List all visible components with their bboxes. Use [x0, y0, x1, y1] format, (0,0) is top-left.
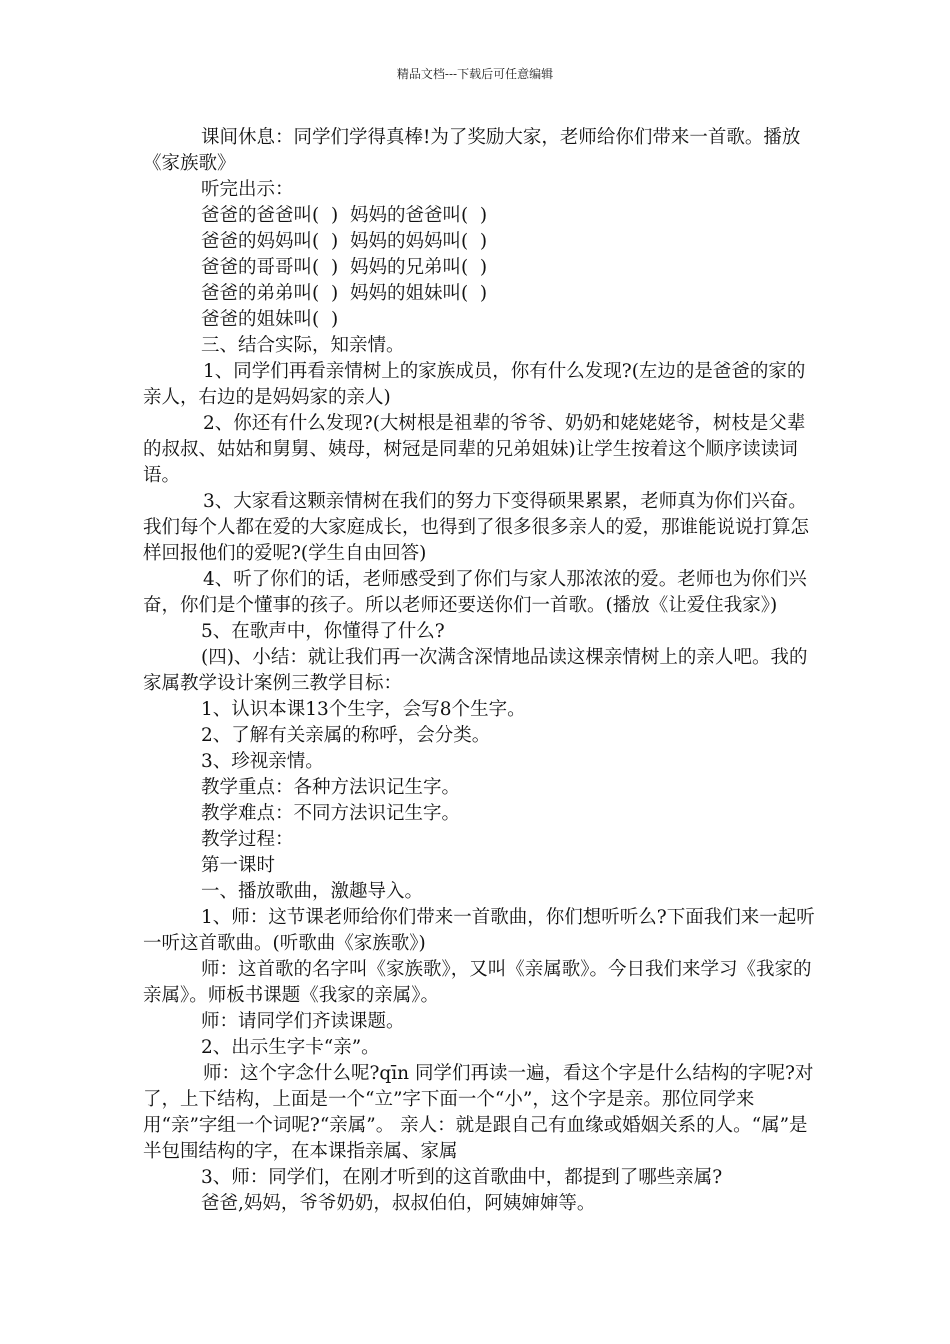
paragraph: 爸爸的妈妈叫( ) 妈妈的妈妈叫( ) [201, 231, 488, 252]
paragraph: 3、大家看这颗亲情树在我们的努力下变得硕果累累，老师真为你们兴奋。我们每个人都在爱的大家庭成长，也得到了很多很多亲人的爱，那谁能说说打算怎样回报他们的爱呢?(学生自由回答) [143, 491, 810, 564]
paragraph: 爸爸的爸爸叫( ) 妈妈的爸爸叫( ) [201, 205, 488, 226]
section-heading: 一、播放歌曲，激趣导入。 [201, 881, 424, 902]
paragraph: 师：请同学们齐读课题。 [201, 1011, 405, 1032]
paragraph: 教学重点：各种方法识记生字。 [201, 777, 461, 798]
section-heading: 第一课时 [201, 855, 276, 876]
paragraph: 爸爸的弟弟叫( ) 妈妈的姐妹叫( ) [201, 283, 488, 304]
paragraph: 2、你还有什么发现?(大树根是祖辈的爷爷、奶奶和姥姥姥爷，树枝是父辈的叔叔、姑姑和舅舅、姨母，树冠是同辈的兄弟姐妹)让学生按着这个顺序读读词语。 [143, 413, 806, 486]
paragraph: 2、了解有关亲属的称呼，会分类。 [201, 725, 491, 746]
paragraph: 教学难点：不同方法识记生字。 [201, 803, 461, 824]
paragraph: 师：这个字念什么呢?qīn 同学们再读一遍，看这个字是什么结构的字呢?对了，上下结构，上面是一个“立”字下面一个“小”，这个字是亲。那位同学来用“亲”字组一个词呢?“亲属”。 亲人：就是跟自己有血缘或婚姻关系的人。“属”是半包围结构的字，在本课指亲属、家属 [143, 1063, 814, 1162]
paragraph: 1、认识本课13个生字，会写8个生字。 [201, 699, 526, 720]
paragraph: 3、珍视亲情。 [201, 751, 324, 772]
section-heading: 三、结合实际，知亲情。 [201, 335, 405, 356]
page-header: 精品文档---下载后可任意编辑 [396, 67, 554, 81]
paragraph: 爸爸的姐妹叫( ) [201, 309, 339, 330]
paragraph: 3、师：同学们，在刚才听到的这首歌曲中，都提到了哪些亲属? [201, 1167, 723, 1188]
paragraph: 听完出示： [201, 179, 294, 200]
document-body [143, 125, 823, 1217]
paragraph: 爸爸,妈妈，爷爷奶奶，叔叔伯伯，阿姨婶婶等。 [201, 1193, 596, 1214]
paragraph: 课间休息：同学们学得真棒!为了奖励大家，老师给你们带来一首歌。播放《家族歌》 [143, 127, 801, 174]
paragraph: 教学过程： [201, 829, 294, 850]
paragraph: 1、师：这节课老师给你们带来一首歌曲，你们想听听么?下面我们来一起听一听这首歌曲。(听歌曲《家族歌》) [143, 907, 815, 954]
paragraph: (四)、小结：就让我们再一次满含深情地品读这棵亲情树上的亲人吧。我的家属教学设计案例三教学目标： [143, 647, 808, 694]
paragraph: 爸爸的哥哥叫( ) 妈妈的兄弟叫( ) [201, 257, 488, 278]
paragraph: 2、出示生字卡“亲”。 [201, 1037, 380, 1058]
paragraph: 4、听了你们的话，老师感受到了你们与家人那浓浓的爱。老师也为你们兴奋，你们是个懂事的孩子。所以老师还要送你们一首歌。(播放《让爱住我家》) [143, 569, 807, 616]
paragraph: 师：这首歌的名字叫《家族歌》，又叫《亲属歌》。今日我们来学习《我家的亲属》。师板书课题《我家的亲属》。 [143, 959, 812, 1006]
paragraph: 5、在歌声中，你懂得了什么? [201, 621, 445, 642]
paragraph: 1、同学们再看亲情树上的家族成员，你有什么发现?(左边的是爸爸的家的亲人，右边的是妈妈家的亲人) [143, 361, 806, 408]
